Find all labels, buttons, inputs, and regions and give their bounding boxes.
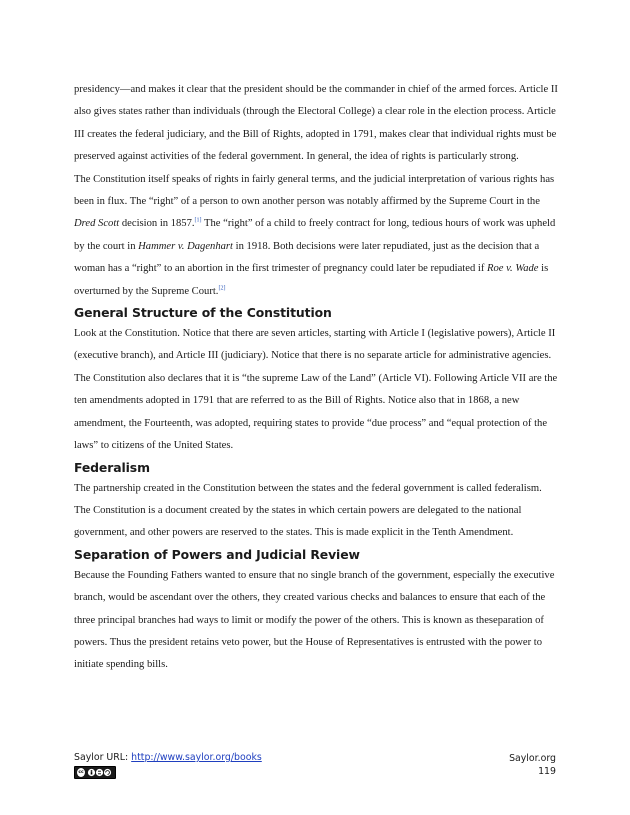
heading-general-structure: General Structure of the Constitution bbox=[74, 305, 332, 321]
case-name-dred-scott: Dred Scott bbox=[74, 218, 120, 230]
cc-attribution-marks-icon bbox=[87, 768, 113, 778]
saylor-books-link[interactable]: http://www.saylor.org/books bbox=[131, 752, 262, 763]
text-run: The “right” of a child to freely contract for long, tedious hours of work was upheld by the court in bbox=[74, 218, 556, 252]
footer-site-name: Saylor.org bbox=[509, 753, 556, 764]
page-content bbox=[74, 79, 560, 677]
text-run: is overturned by the Supreme Court. bbox=[74, 263, 549, 297]
footer-url-label: Saylor URL: bbox=[74, 752, 132, 763]
text-run: decision in 1857. bbox=[119, 218, 195, 230]
paragraph-separation-of-powers: Because the Founding Fathers wanted to ensure that no single branch of the government, especially the executive branch, would be ascendant over the others, they created various checks and balances to ensure that each of the three principal branches had ways to limit or modify the power of the others. This is known as theseparation of powers. Thus the president retains veto power, but the House of Representatives is entrusted with the power to initiate spending bills. bbox=[74, 569, 555, 671]
paragraph-rights-intro: presidency—and makes it clear that the president should be the commander in chief of the armed forces. Article II also gives states rather than individuals (through the Electoral College) a clear role in the election process. Article III creates the federal judiciary, and the Bill of Rights, adopted in 1791, makes clear that individual rights must be preserved against activities of the federal government. In general, the idea of rights is particularly strong. bbox=[74, 84, 558, 163]
footnote-link-1[interactable]: [1] bbox=[194, 217, 202, 224]
text-run: in 1918. Both decisions were later repudiated, just as the decision that a woman has a “right” to an abortion in the first trimester of pregnancy could later be repudiated if bbox=[74, 240, 540, 275]
heading-federalism: Federalism bbox=[74, 459, 150, 475]
heading-separation-of-powers: Separation of Powers and Judicial Review bbox=[74, 546, 360, 562]
paragraph-general-structure: Look at the Constitution. Notice that there are seven articles, starting with Article I (legislative powers), Article II (executive branch), and Article III (judiciary). Notice that there is no separate article for administrative agencies. The Constitution also declares that it is “the supreme Law of the Land” (Article VI). Following Article VII are the ten amendments adopted in 1791 that are referred to as the Bill of Rights. Notice also that in 1868, a new amendment, the Fourteenth, was adopted, requiring states to provide “due process” and “equal protection of the laws” to citizens of the United States. bbox=[74, 328, 558, 452]
footer-source bbox=[74, 752, 262, 763]
text-run: The Constitution itself speaks of rights in fairly general terms, and the judicial interpretation of various rights has been in flux. The “right” of a person to own another person was notably affirmed by the Supreme Court in the bbox=[74, 173, 555, 208]
paragraph-rights-interpretation bbox=[74, 169, 560, 303]
cc-license-icon bbox=[74, 766, 116, 779]
footnote-link-2[interactable]: [2] bbox=[218, 285, 226, 292]
page-number: 119 bbox=[538, 766, 556, 777]
case-name-hammer-v-dagenhart: Hammer v. Dagenhart bbox=[138, 240, 233, 252]
paragraph-federalism: The partnership created in the Constitution between the states and the federal government is called federalism. The Constitution is a document created by the states in which certain powers are delegated to the national government, and other powers are reserved to the states. This is made explicit in the Tenth Amendment. bbox=[74, 482, 542, 539]
case-name-roe-v-wade: Roe v. Wade bbox=[487, 263, 539, 275]
cc-circle-icon: cc bbox=[78, 770, 84, 775]
footer-site-info bbox=[509, 752, 556, 778]
